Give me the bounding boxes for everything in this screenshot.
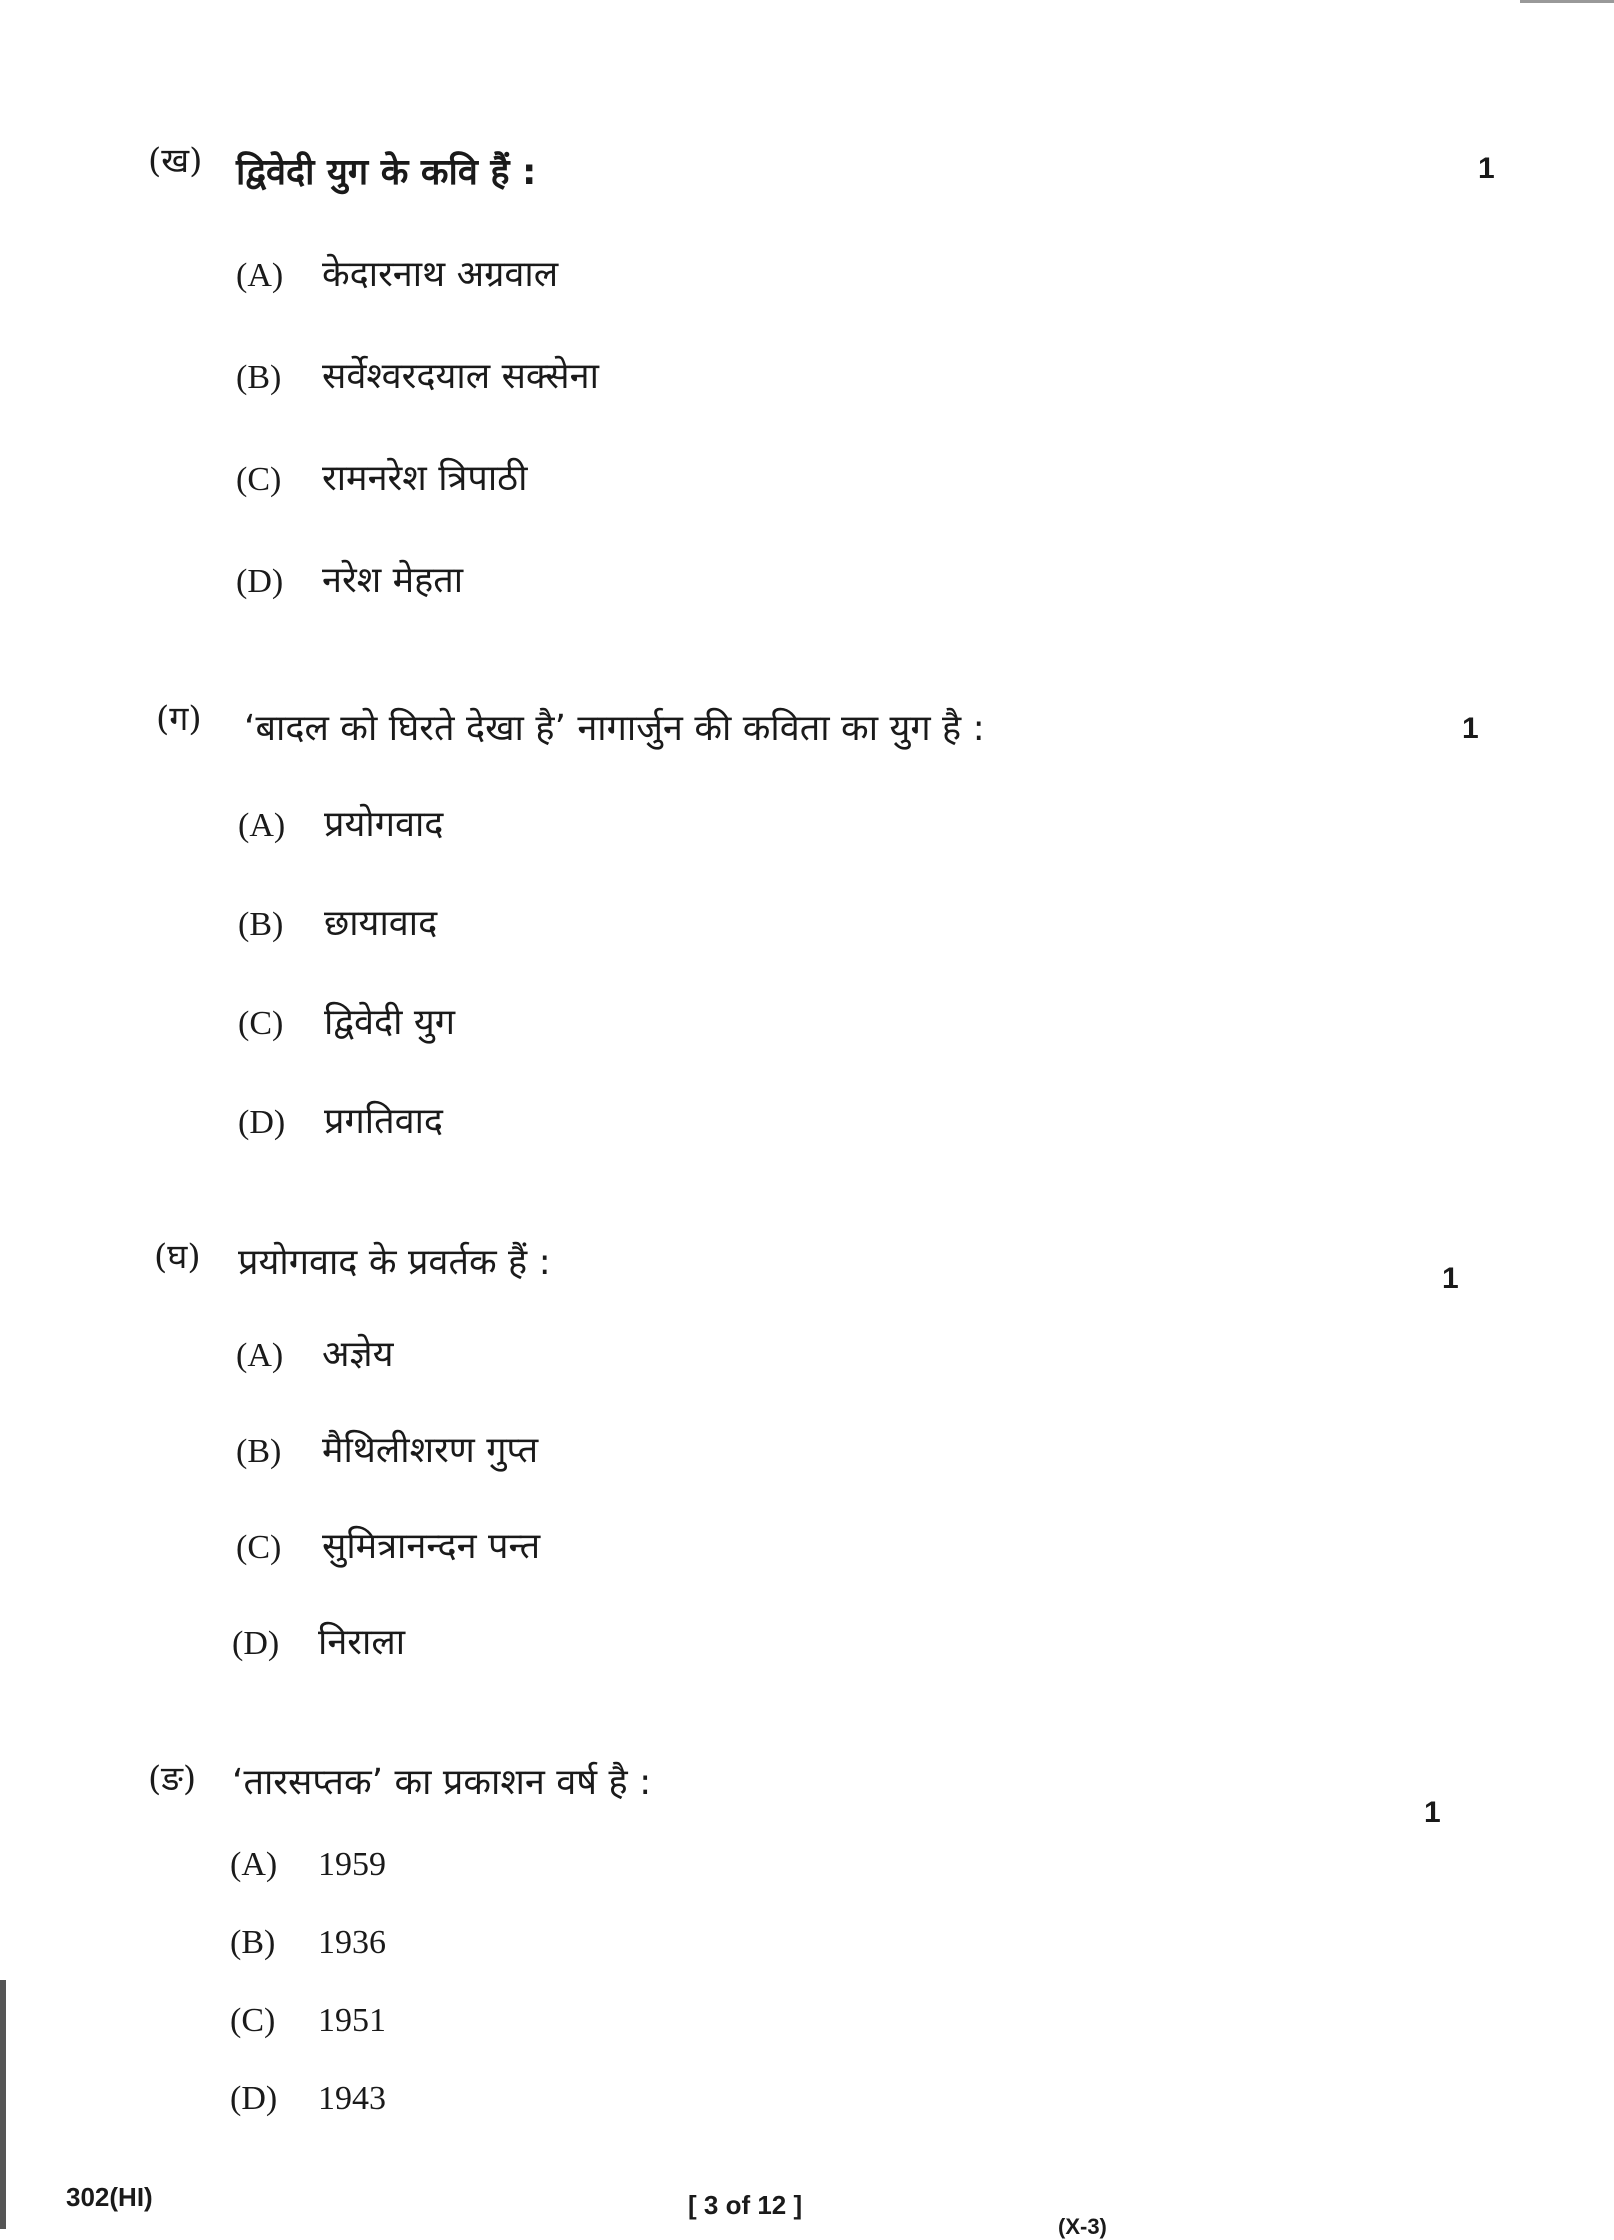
option-label: (A) <box>236 1337 284 1374</box>
option-text: मैथिलीशरण गुप्त <box>322 1430 539 1471</box>
option-d <box>230 2080 386 2118</box>
option-label: (B) <box>230 1924 276 1961</box>
option-a <box>238 798 443 847</box>
option-label: (C) <box>238 1005 284 1042</box>
page-number: [ 3 of 12 ] <box>688 2190 803 2220</box>
question-marks: 1 <box>1478 152 1495 185</box>
option-b <box>238 897 437 946</box>
question-marks: 1 <box>1462 712 1479 745</box>
option-label: (C) <box>236 461 282 498</box>
option-label: (D) <box>238 1104 286 1141</box>
option-text: निराला <box>318 1622 406 1663</box>
corner-code: (X-3) <box>1058 2214 1107 2239</box>
option-c <box>238 996 455 1045</box>
option-text: नरेश मेहता <box>322 560 464 601</box>
option-c <box>236 452 527 501</box>
option-text: अज्ञेय <box>322 1334 394 1375</box>
option-text: 1943 <box>318 2080 386 2117</box>
option-c <box>230 2002 386 2040</box>
option-label: (A) <box>230 1846 278 1883</box>
option-a <box>236 1328 393 1377</box>
question-text: द्विवेदी युग के कवि हैं : <box>236 152 537 193</box>
scan-edge-shadow <box>0 1980 6 2229</box>
option-label: (A) <box>238 807 286 844</box>
option-label: (A) <box>236 257 284 294</box>
option-a <box>236 248 558 297</box>
option-a <box>230 1846 386 1884</box>
option-text: 1959 <box>318 1846 386 1883</box>
option-b <box>236 1424 538 1473</box>
option-label: (C) <box>236 1529 282 1566</box>
option-label: (C) <box>230 2002 276 2039</box>
option-label: (D) <box>236 563 284 600</box>
option-d <box>236 554 463 603</box>
option-b <box>230 1924 386 1962</box>
option-text: प्रगतिवाद <box>324 1101 444 1142</box>
option-text: द्विवेदी युग <box>324 1002 456 1043</box>
question-text: प्रयोगवाद के प्रवर्तक हैं : <box>238 1242 551 1283</box>
question-label: (ग) <box>156 699 202 739</box>
option-b <box>236 350 599 399</box>
option-text: सर्वेश्वरदयाल सक्सेना <box>322 356 599 397</box>
question-marks: 1 <box>1424 1796 1441 1829</box>
option-text: सुमित्रानन्दन पन्त <box>322 1526 541 1567</box>
question-marks: 1 <box>1442 1262 1459 1295</box>
option-text: प्रयोगवाद <box>324 804 444 845</box>
option-text: केदारनाथ अग्रवाल <box>322 254 559 295</box>
paper-code: 302(HI) <box>66 2182 153 2212</box>
scan-top-edge <box>1520 0 1614 3</box>
question-text: ‘तारसप्तक’ का प्रकाशन वर्ष है : <box>232 1762 652 1803</box>
question-label: (ङ) <box>148 1759 197 1799</box>
option-text: 1936 <box>318 1924 386 1961</box>
option-text: 1951 <box>318 2002 386 2039</box>
question-label: (घ) <box>154 1237 201 1277</box>
question-text: ‘बादल को घिरते देखा है’ नागार्जुन की कविता का युग है : <box>244 708 985 749</box>
option-c <box>236 1520 540 1569</box>
option-d <box>232 1616 405 1665</box>
option-text: रामनरेश त्रिपाठी <box>322 458 528 499</box>
option-text: छायावाद <box>324 903 438 944</box>
option-label: (D) <box>232 1625 280 1662</box>
question-label: (ख) <box>148 141 203 181</box>
option-label: (B) <box>236 1433 282 1470</box>
option-d <box>238 1095 443 1144</box>
option-label: (D) <box>230 2080 278 2117</box>
option-label: (B) <box>238 906 284 943</box>
option-label: (B) <box>236 359 282 396</box>
